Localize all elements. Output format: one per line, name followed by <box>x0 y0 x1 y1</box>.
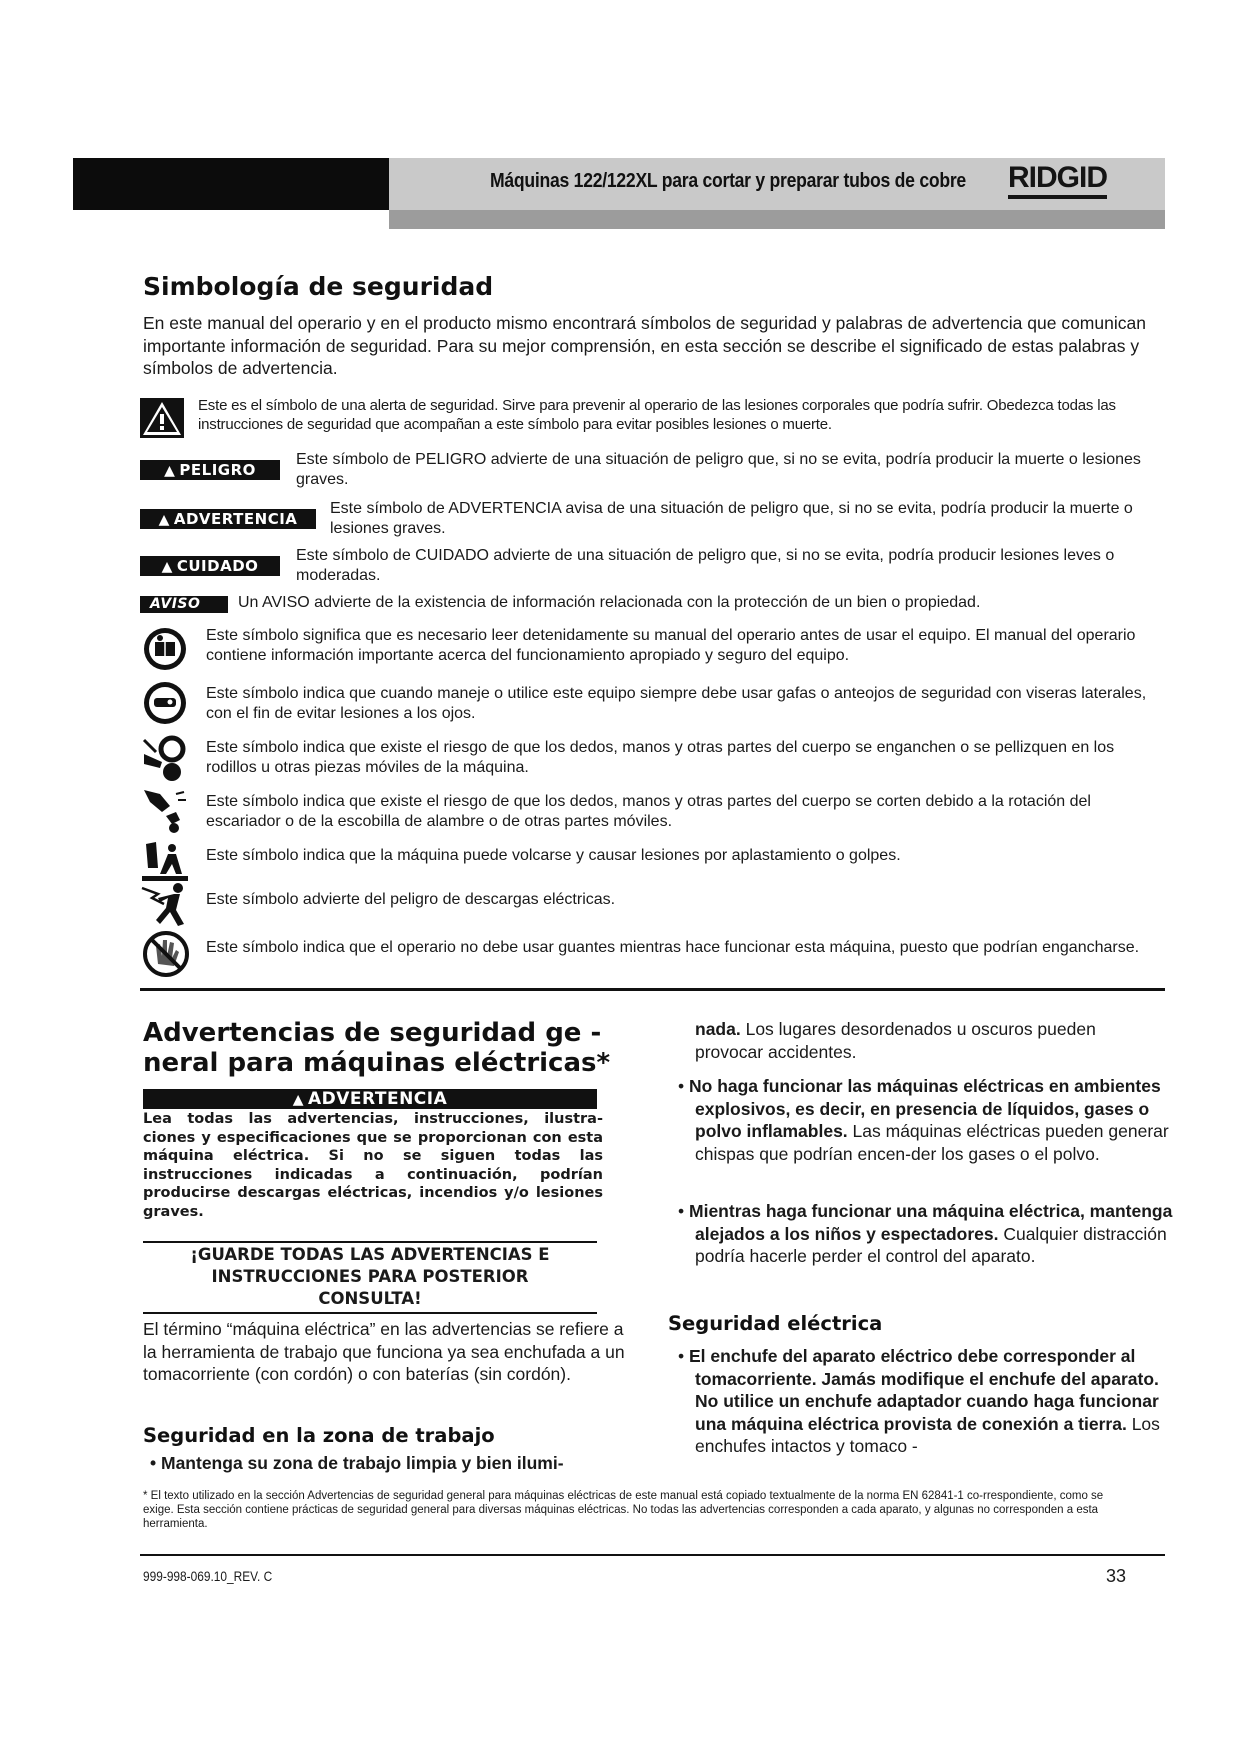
warning-triangle-icon: ▲ <box>158 512 170 528</box>
work-area-bullet-2: • No haga funcionar las máquinas eléctricas en ambientes explosivos, es decir, en presencia de líquidos, gases o polvo inflamables. Las máquinas eléctricas pueden generar chispas que podrían encen-der los gases o el polvo. <box>678 1076 1169 1164</box>
peligro-badge <box>140 460 280 480</box>
electric-safety-heading: Seguridad eléctrica <box>668 1312 883 1335</box>
bullet-2-text: Las máquinas eléctricas pueden generar chispas que podrían encen-der los gases o el polvo. <box>695 1121 1169 1164</box>
bullet-4-text: Los enchufes intactos y tomaco - <box>695 1413 1160 1456</box>
symbols-heading: Simbología de seguridad <box>143 272 494 301</box>
warning-triangle-icon: ▲ <box>164 463 176 479</box>
warning-instructions-text: Lea todas las advertencias, instrucciones, ilustra-ciones y especificaciones que se proporcionan con esta máquina eléctrica. Si no se siguen todas las instrucciones indicadas a continuación, podrían producirse descargas eléctricas, incendios y/o lesiones graves. <box>143 1111 603 1220</box>
warning-triangle-icon: ▲ <box>292 1092 304 1108</box>
ridgid-logo: RIDGID <box>1008 163 1107 199</box>
electric-bullet-1: • El enchufe del aparato eléctrico debe corresponder al tomacorriente. Jamás modifique el enchufe del aparato. No utilice un enchufe adaptador cuando haga funcionar una máquina eléctrica provista de conexión a tierra. Los enchufes intactos y tomaco - <box>678 1346 1160 1456</box>
cutting-hazard-text: Este símbolo indica que existe el riesgo de que los dedos, manos y otras partes del cuerpo se corten debido a la rotación del escariador o de la escobilla de alambre o de otras partes móviles. <box>206 793 1091 830</box>
pinch-hazard-icon <box>140 734 190 789</box>
advertencia-badge <box>140 509 316 529</box>
advertencia-banner <box>143 1089 597 1109</box>
save-bottom-rule <box>143 1312 597 1314</box>
safety-alert-icon <box>140 398 184 443</box>
cont-bold: nada. <box>695 1019 741 1039</box>
general-heading-line2: neral para máquinas eléctricas* <box>143 1048 611 1078</box>
cutting-hazard-icon <box>140 786 190 841</box>
header-black-bar <box>73 158 389 210</box>
safety-glasses-icon <box>142 680 188 731</box>
cuidado-badge <box>140 556 280 576</box>
aviso-badge: AVISO <box>140 596 228 613</box>
header-gray-strip <box>389 210 1165 229</box>
read-manual-text: Este símbolo significa que es necesario leer detenidamente su manual del operario antes de usar el equipo. El manual del operario contiene información importante acerca del funcionamiento apropiado y seguro del equipo. <box>206 627 1136 664</box>
work-area-bullet-1: • Mantenga su zona de trabajo limpia y bien ilumi- <box>150 1453 564 1473</box>
document-id: 999-998-069.10_REV. C <box>143 1568 273 1584</box>
work-area-bullet-1-cont <box>695 1018 1155 1063</box>
pinch-hazard-text: Este símbolo indica que existe el riesgo de que los dedos, manos y otras partes del cuerpo se enganchen o se pellizquen en los rodillos u otras piezas móviles de la máquina. <box>206 739 1115 776</box>
advertencia-banner-label: ADVERTENCIA <box>308 1089 448 1109</box>
work-area-heading: Seguridad en la zona de trabajo <box>143 1424 495 1447</box>
no-gloves-text: Este símbolo indica que el operario no debe usar guantes mientras hace funcionar esta máquina, puesto que podrían engancharse. <box>206 939 1140 956</box>
page-number: 33 <box>1106 1566 1127 1586</box>
work-area-bullet-3: • Mientras haga funcionar una máquina eléctrica, mantenga alejados a los niños y espectadores. Cualquier distracción podría hacerle perder el control del aparato. <box>678 1201 1173 1266</box>
footnote: * El texto utilizado en la sección Advertencias de seguridad general para máquinas eléctricas de este manual está copiado textualmente de la norma EN 62841-1 co-rrespondiente, como se exige. Esta sección contiene prácticas de seguridad general para diversas máquinas eléctricas. No todas las advertencias corresponden a cada aparato, y algunas no corresponden a esta herramienta. <box>143 1490 1104 1530</box>
read-manual-icon <box>142 626 188 677</box>
save-top-rule <box>143 1241 597 1243</box>
alert-symbol-text: Este es el símbolo de una alerta de seguridad. Sirve para prevenir al operario de las lesiones corporales que podría sufrir. Obedezca todas las instrucciones de seguridad que acompañan a este símbolo para evitar posibles lesiones o muerte. <box>198 397 1116 433</box>
advertencia-text: Este símbolo de ADVERTENCIA avisa de una situación de peligro que, si no se evita, podría producir la muerte o lesiones graves. <box>330 500 1133 537</box>
header-title: Máquinas 122/122XL para cortar y preparar tubos de cobre <box>490 170 966 192</box>
term-definition-text: El término “máquina eléctrica” en las advertencias se refiere a la herramienta de trabajo que funciona ya sea enchufada a un tomacorriente (con cordón) o con baterías (sin cordón). <box>143 1319 625 1384</box>
electric-shock-icon <box>140 880 190 933</box>
work-area-bullet-1-text: Mantenga su zona de trabajo limpia y bien ilumi- <box>161 1453 564 1473</box>
symbols-intro: En este manual del operario y en el producto mismo encontrará símbolos de seguridad y palabras de advertencia que comunican importante información de seguridad. Para su mejor comprensión, en esta sección se describe el significado de estas palabras y símbolos de advertencia. <box>143 313 1146 378</box>
bullet-4-bold: El enchufe del aparato eléctrico debe corresponder al tomacorriente. Jamás modifique el enchufe del aparato. No utilice un enchufe adaptador cuando haga funcionar una máquina eléctrica provista de conexión a tierra. <box>689 1346 1159 1434</box>
bullet-3-bold: Mientras haga funcionar una máquina eléctrica, mantenga alejados a los niños y espectadores. <box>689 1201 1173 1244</box>
cuidado-label: CUIDADO <box>176 557 259 575</box>
save-instructions-block <box>143 1244 597 1310</box>
safety-glasses-text: Este símbolo indica que cuando maneje o utilice este equipo siempre debe usar gafas o anteojos de seguridad con viseras laterales, con el fin de evitar lesiones a los ojos. <box>206 685 1147 722</box>
save-line-1: ¡GUARDE TODAS LAS ADVERTENCIAS E <box>190 1245 550 1264</box>
general-heading <box>143 1018 610 1078</box>
cuidado-text: Este símbolo de CUIDADO advierte de una situación de peligro que, si no se evita, podría producir lesiones leves o moderadas. <box>296 547 1115 584</box>
footer-rule <box>140 1554 1165 1556</box>
warning-triangle-icon: ▲ <box>161 559 173 575</box>
cont-text: Los lugares desordenados u oscuros pueden provocar accidentes. <box>695 1019 1096 1062</box>
bullet-3-text: Cualquier distracción podría hacerle perder el control del aparato. <box>695 1223 1167 1266</box>
tip-over-text: Este símbolo indica que la máquina puede volcarse y causar lesiones por aplastamiento o golpes. <box>206 847 901 864</box>
peligro-label: PELIGRO <box>179 461 256 479</box>
section-divider <box>140 988 1165 991</box>
electric-shock-text: Este símbolo advierte del peligro de descargas eléctricas. <box>206 891 616 908</box>
general-heading-line1: Advertencias de seguridad ge - <box>143 1018 602 1048</box>
advertencia-label: ADVERTENCIA <box>173 510 298 528</box>
no-gloves-icon <box>142 930 190 983</box>
peligro-text: Este símbolo de PELIGRO advierte de una situación de peligro que, si no se evita, podría producir la muerte o lesiones graves. <box>296 451 1141 488</box>
aviso-text: Un AVISO advierte de la existencia de información relacionada con la protección de un bien o propiedad. <box>238 594 981 611</box>
bullet-2-bold: No haga funcionar las máquinas eléctricas en ambientes explosivos, es decir, en presencia de líquidos, gases o polvo inflamables. <box>689 1076 1161 1141</box>
save-line-3: CONSULTA! <box>318 1289 422 1308</box>
save-line-2: INSTRUCCIONES PARA POSTERIOR <box>211 1267 529 1286</box>
